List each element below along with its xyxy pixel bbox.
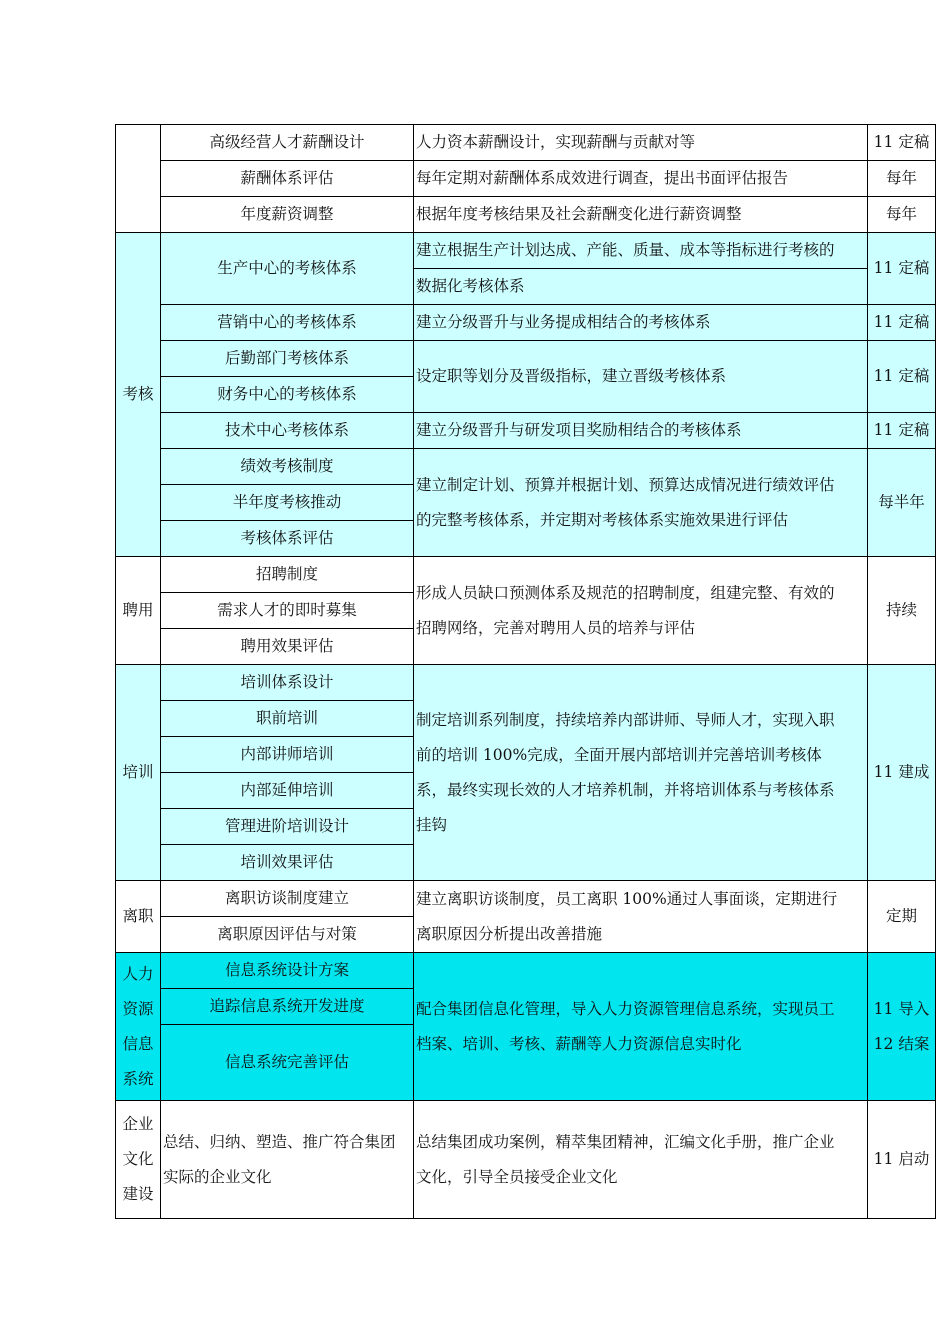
hr-plan-table bbox=[115, 124, 936, 1219]
category-cell bbox=[116, 1101, 161, 1219]
desc-cell: 建立分级晋升与研发项目奖励相结合的考核体系 bbox=[414, 413, 868, 449]
desc-line: 制定培训系列制度，持续培养内部讲师、导师人才，实现入职 bbox=[416, 710, 835, 729]
desc-line: 离职原因分析提出改善措施 bbox=[416, 924, 603, 943]
table-row bbox=[116, 125, 936, 161]
table-row bbox=[116, 413, 936, 449]
desc-cell: 建立分级晋升与业务提成相结合的考核体系 bbox=[414, 305, 868, 341]
category-line: 建设 bbox=[122, 1185, 154, 1203]
item-cell: 聘用效果评估 bbox=[161, 629, 414, 665]
desc-cell bbox=[414, 1101, 868, 1219]
desc-cell bbox=[414, 557, 868, 665]
time-cell: 每半年 bbox=[868, 449, 936, 557]
desc-cell: 人力资本薪酬设计，实现薪酬与贡献对等 bbox=[414, 125, 868, 161]
category-line: 系统 bbox=[122, 1069, 154, 1088]
time-cell: 每年 bbox=[868, 197, 936, 233]
time-cell: 11 启动 bbox=[868, 1101, 936, 1219]
time-cell: 11 建成 bbox=[868, 665, 936, 881]
item-cell: 培训体系设计 bbox=[161, 665, 414, 701]
category-cell bbox=[116, 953, 161, 1101]
time-cell: 11 定稿 bbox=[868, 125, 936, 161]
desc-line: 建立离职访谈制度，员工离职 100%通过人事面谈，定期进行 bbox=[416, 889, 838, 908]
desc-line: 挂钩 bbox=[416, 815, 448, 834]
item-cell: 培训效果评估 bbox=[161, 845, 414, 881]
time-cell: 11 定稿 bbox=[868, 413, 936, 449]
table-row bbox=[116, 449, 936, 485]
table-row bbox=[116, 341, 936, 377]
desc-line: 建立制定计划、预算并根据计划、预算达成情况进行绩效评估 bbox=[416, 475, 835, 494]
item-cell: 营销中心的考核体系 bbox=[161, 305, 414, 341]
table-row bbox=[116, 953, 936, 989]
desc-cell: 建立根据生产计划达成、产能、质量、成本等指标进行考核的 bbox=[414, 233, 868, 269]
desc-line: 文化，引导全员接受企业文化 bbox=[416, 1167, 618, 1186]
item-cell: 内部延伸培训 bbox=[161, 773, 414, 809]
time-cell: 定期 bbox=[868, 881, 936, 953]
item-cell: 管理进阶培训设计 bbox=[161, 809, 414, 845]
category-cell: 离职 bbox=[116, 881, 161, 953]
item-cell: 职前培训 bbox=[161, 701, 414, 737]
item-cell: 离职原因评估与对策 bbox=[161, 917, 414, 953]
item-cell: 绩效考核制度 bbox=[161, 449, 414, 485]
desc-line: 前的培训 100%完成，全面开展内部培训并完善培训考核体 bbox=[416, 745, 822, 764]
time-line: 12 结案 bbox=[873, 1034, 930, 1053]
category-line: 资源 bbox=[122, 999, 154, 1018]
item-cell: 薪酬体系评估 bbox=[161, 161, 414, 197]
item-cell: 生产中心的考核体系 bbox=[161, 233, 414, 305]
item-cell: 财务中心的考核体系 bbox=[161, 377, 414, 413]
time-line: 11 导入 bbox=[873, 999, 930, 1018]
desc-line: 的完整考核体系，并定期对考核体系实施效果进行评估 bbox=[416, 510, 789, 529]
item-cell: 技术中心考核体系 bbox=[161, 413, 414, 449]
table-row bbox=[116, 665, 936, 701]
desc-cell: 设定职等划分及晋级指标，建立晋级考核体系 bbox=[414, 341, 868, 413]
table-row bbox=[116, 881, 936, 917]
item-cell: 考核体系评估 bbox=[161, 521, 414, 557]
desc-line: 档案、培训、考核、薪酬等人力资源信息实时化 bbox=[416, 1034, 742, 1053]
table-row bbox=[116, 161, 936, 197]
desc-line: 总结集团成功案例，精萃集团精神，汇编文化手册，推广企业 bbox=[416, 1132, 835, 1151]
desc-line: 招聘网络，完善对聘用人员的培养与评估 bbox=[416, 618, 696, 637]
item-line: 总结、归纳、塑造、推广符合集团 bbox=[163, 1132, 396, 1151]
category-line: 文化 bbox=[122, 1150, 154, 1168]
table-row bbox=[116, 557, 936, 593]
desc-line: 形成人员缺口预测体系及规范的招聘制度，组建完整、有效的 bbox=[416, 583, 835, 602]
desc-cell bbox=[414, 665, 868, 881]
item-cell: 离职访谈制度建立 bbox=[161, 881, 414, 917]
time-cell: 每年 bbox=[868, 161, 936, 197]
item-cell: 信息系统完善评估 bbox=[161, 1025, 414, 1101]
item-cell: 半年度考核推动 bbox=[161, 485, 414, 521]
time-cell: 持续 bbox=[868, 557, 936, 665]
time-cell: 11 定稿 bbox=[868, 341, 936, 413]
desc-cell: 每年定期对薪酬体系成效进行调查，提出书面评估报告 bbox=[414, 161, 868, 197]
item-cell: 高级经营人才薪酬设计 bbox=[161, 125, 414, 161]
table-row bbox=[116, 197, 936, 233]
item-cell: 追踪信息系统开发进度 bbox=[161, 989, 414, 1025]
item-cell: 招聘制度 bbox=[161, 557, 414, 593]
desc-line: 系，最终实现长效的人才培养机制，并将培训体系与考核体系 bbox=[416, 780, 835, 799]
item-cell: 年度薪资调整 bbox=[161, 197, 414, 233]
category-cell: 考核 bbox=[116, 233, 161, 557]
category-cell: 聘用 bbox=[116, 557, 161, 665]
desc-line: 配合集团信息化管理，导入人力资源管理信息系统，实现员工 bbox=[416, 999, 835, 1018]
time-cell: 11 定稿 bbox=[868, 305, 936, 341]
category-line: 企业 bbox=[122, 1115, 154, 1133]
item-cell bbox=[161, 1101, 414, 1219]
category-line: 人力 bbox=[122, 964, 154, 983]
category-line: 信息 bbox=[122, 1034, 154, 1053]
item-line: 实际的企业文化 bbox=[163, 1167, 272, 1186]
table-row bbox=[116, 1101, 936, 1219]
time-cell: 11 定稿 bbox=[868, 233, 936, 305]
item-cell: 需求人才的即时募集 bbox=[161, 593, 414, 629]
desc-cell: 根据年度考核结果及社会薪酬变化进行薪资调整 bbox=[414, 197, 868, 233]
desc-cell: 数据化考核体系 bbox=[414, 269, 868, 305]
desc-cell bbox=[414, 953, 868, 1101]
desc-cell bbox=[414, 449, 868, 557]
item-cell: 后勤部门考核体系 bbox=[161, 341, 414, 377]
item-cell: 信息系统设计方案 bbox=[161, 953, 414, 989]
item-cell: 内部讲师培训 bbox=[161, 737, 414, 773]
category-cell-empty bbox=[116, 125, 161, 233]
category-cell: 培训 bbox=[116, 665, 161, 881]
table-row bbox=[116, 305, 936, 341]
time-cell bbox=[868, 953, 936, 1101]
table-row bbox=[116, 233, 936, 269]
desc-cell bbox=[414, 881, 868, 953]
